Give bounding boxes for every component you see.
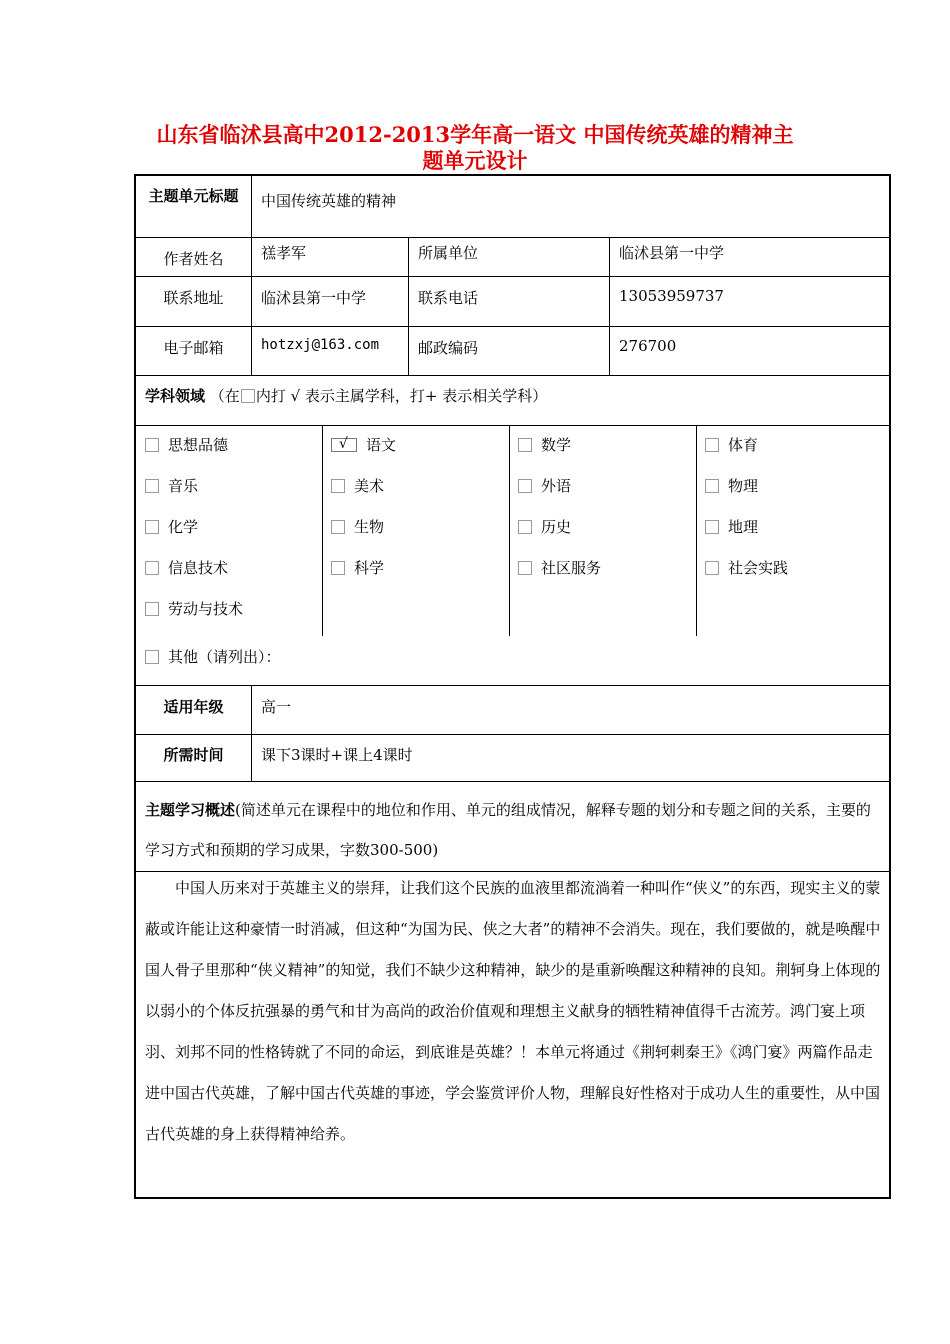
column-divider (509, 426, 510, 636)
label-author: 作者姓名 (136, 238, 252, 276)
overview-text: 中国人历来对于英雄主义的崇拜，让我们这个民族的血液里都流淌着一种叫作“侠义”的东西，现实主义的蒙蔽或许能让这种豪情一时消减，但这种“为国为民、侠之大者”的精神不会消失。现在，我们要做的，就是唤醒中国人骨子里那种“侠义精神”的知觉，我们不缺少这种精神，缺少的是重新唤醒这种精神的良知。荆轲身上体现的以弱小的个体反抗强暴的勇气和甘为高尚的政治价值观和理想主义献身的牺牲精神值得千古流芳。鸿门宴上项羽、刘邦不同的性格铸就了不同的命运，到底谁是英雄？！本单元将通过《荆轲刺秦王》《鸿门宴》两篇作品走进中国古代英雄，了解中国古代英雄的事迹，学会鉴赏评价人物，理解良好性格对于成功人生的重要性，从中国古代英雄的身上获得精神给养。 (145, 879, 881, 1143)
subject-hint-pre: （在 (209, 387, 240, 405)
label-unit-title: 主题单元标题 (136, 176, 252, 237)
subject-label: 生物 (354, 518, 385, 536)
subject-other[interactable] (145, 646, 281, 667)
checkbox-icon[interactable] (145, 561, 159, 575)
subject-label: 体育 (728, 436, 759, 454)
subject-label: 地理 (728, 518, 759, 536)
subject-label: 音乐 (168, 477, 199, 495)
row-overview-header (136, 782, 889, 872)
row-subjects (136, 426, 889, 686)
row-email (136, 327, 889, 376)
checkbox-icon[interactable] (518, 561, 532, 575)
label-grade: 适用年级 (136, 686, 252, 734)
value-org: 临沭县第一中学 (619, 244, 725, 262)
subject-item[interactable] (331, 475, 384, 496)
subject-label: 历史 (541, 518, 572, 536)
subject-other-label: 其他（请列出）： (168, 648, 281, 666)
title-line-1: 山东省临沭县高中2012-2013学年高一语文 中国传统英雄的精神主 (156, 122, 794, 147)
subject-item[interactable] (331, 434, 396, 455)
subject-item[interactable] (705, 475, 758, 496)
subject-label: 语文 (366, 436, 397, 454)
column-divider (696, 426, 697, 636)
checkbox-icon[interactable] (518, 479, 532, 493)
subject-label: 社会实践 (728, 559, 789, 577)
row-grade (136, 686, 889, 735)
row-address (136, 277, 889, 327)
checkbox-icon[interactable] (145, 650, 159, 664)
subject-item[interactable] (145, 475, 198, 496)
label-time: 所需时间 (136, 735, 252, 781)
checkbox-icon[interactable] (518, 520, 532, 534)
row-unit-title (136, 176, 889, 238)
subject-item[interactable] (331, 516, 384, 537)
label-phone: 联系电话 (409, 277, 610, 326)
label-org: 所属单位 (409, 238, 610, 276)
overview-header (136, 782, 889, 871)
label-address: 联系地址 (136, 277, 252, 326)
value-email: hotzxj@163.com (252, 327, 409, 375)
title-line-2: 题单元设计 (422, 148, 528, 173)
label-email: 电子邮箱 (136, 327, 252, 375)
checkbox-icon[interactable] (705, 479, 719, 493)
subject-item[interactable] (705, 516, 758, 537)
checkbox-icon[interactable] (331, 479, 345, 493)
subject-label: 科学 (354, 559, 385, 577)
subject-item[interactable] (518, 516, 571, 537)
checkbox-icon[interactable] (145, 602, 159, 616)
value-phone: 13053959737 (619, 287, 724, 305)
row-author (136, 238, 889, 277)
subject-label: 思想品德 (168, 436, 229, 454)
subject-item[interactable] (145, 516, 198, 537)
label-overview: 主题学习概述 (145, 801, 236, 819)
checkbox-icon[interactable] (331, 520, 345, 534)
subject-label: 劳动与技术 (168, 600, 244, 618)
checkbox-example-icon (241, 389, 255, 403)
row-subject-area (136, 376, 889, 426)
subject-item[interactable] (145, 434, 228, 455)
overview-hint: (简述单元在课程中的地位和作用、单元的组成情况，解释专题的划分和专题之间的关系，主要的学习方式和预期的学习成果，字数300-500) (145, 801, 871, 859)
checkbox-checked-icon[interactable] (331, 438, 357, 452)
value-address: 临沭县第一中学 (252, 277, 409, 326)
subject-label: 美术 (354, 477, 385, 495)
value-grade: 高一 (261, 698, 292, 716)
subject-item[interactable] (145, 557, 228, 578)
value-unit-title: 中国传统英雄的精神 (261, 192, 397, 210)
subject-label: 外语 (541, 477, 572, 495)
subject-item[interactable] (705, 557, 788, 578)
value-postcode: 276700 (619, 337, 677, 355)
label-subject-area: 学科领域 (145, 387, 206, 405)
subject-item[interactable] (145, 598, 243, 619)
checkbox-icon[interactable] (331, 561, 345, 575)
subject-area-header (136, 376, 889, 425)
checkbox-icon[interactable] (145, 438, 159, 452)
subject-label: 社区服务 (541, 559, 602, 577)
unit-design-table (134, 174, 891, 1199)
document-title (100, 122, 850, 174)
subject-item[interactable] (518, 434, 571, 455)
subject-label: 化学 (168, 518, 199, 536)
checkbox-icon[interactable] (705, 438, 719, 452)
subject-label: 信息技术 (168, 559, 229, 577)
row-time (136, 735, 889, 782)
subject-item[interactable] (331, 557, 384, 578)
checkbox-icon[interactable] (145, 520, 159, 534)
subject-item[interactable] (705, 434, 758, 455)
checkbox-icon[interactable] (145, 479, 159, 493)
checkbox-icon[interactable] (705, 520, 719, 534)
value-time: 课下3课时+课上4课时 (261, 746, 413, 764)
subject-item[interactable] (518, 475, 571, 496)
value-author: 禚孝军 (252, 238, 409, 276)
subject-label: 物理 (728, 477, 759, 495)
column-divider (322, 426, 323, 636)
subject-item[interactable] (518, 557, 601, 578)
subject-hint-post: 内打 √ 表示主属学科，打+ 表示相关学科） (255, 387, 548, 405)
checkbox-icon[interactable] (518, 438, 532, 452)
subject-label: 数学 (541, 436, 572, 454)
label-postcode: 邮政编码 (409, 327, 610, 375)
checkbox-icon[interactable] (705, 561, 719, 575)
